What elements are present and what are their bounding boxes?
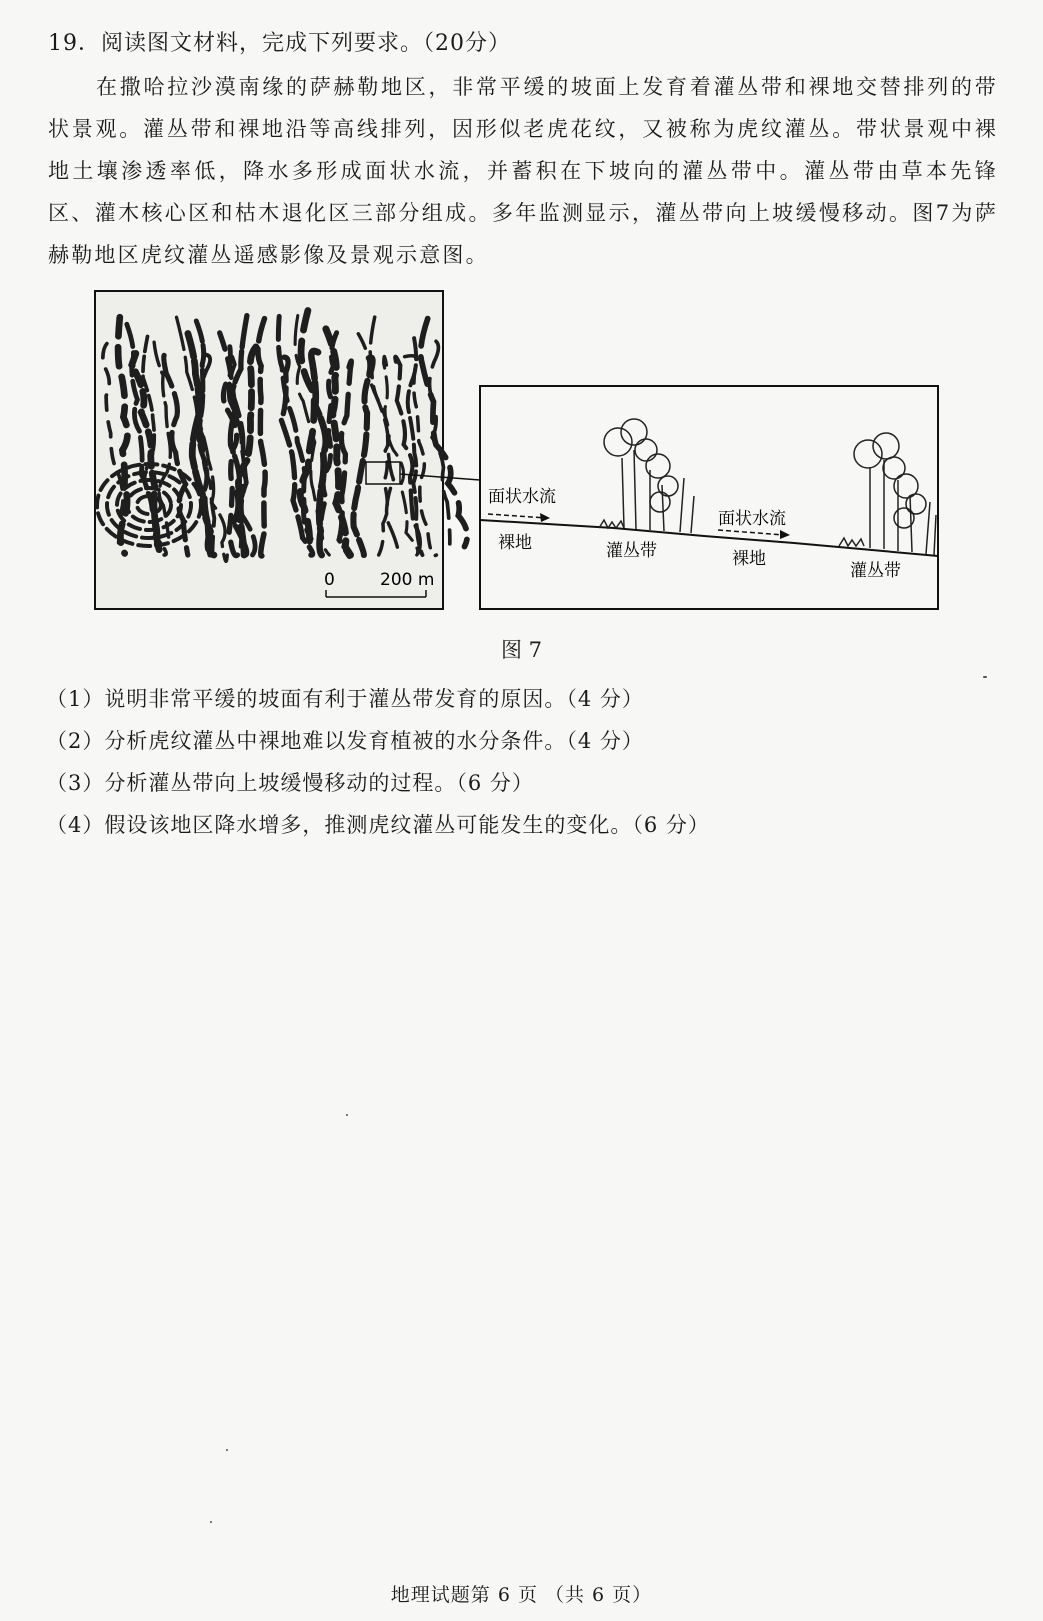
sub-question-4: （4）假设该地区降水增多，推测虎纹灌丛可能发生的变化。（6 分） <box>46 813 710 837</box>
landscape-schematic <box>480 386 938 609</box>
sub-question-2: （2）分析虎纹灌丛中裸地难以发育植被的水分条件。（4 分） <box>46 729 644 753</box>
scan-speck <box>983 676 987 678</box>
label-shrub-1: 灌丛带 <box>606 541 657 561</box>
question-passage: 在撒哈拉沙漠南缘的萨赫勒地区，非常平缓的坡面上发育着灌丛带和裸地交替排列的带状景观。灌丛带和裸地沿等高线排列，因形似老虎花纹，又被称为虎纹灌丛。带状景观中裸地土壤渗透率低，降水多形成面状水流，并蓄积在下坡向的灌丛带中。灌丛带由草本先锋区、灌木核心区和枯木退化区三部分组成。多年监测显示，灌丛带向上坡缓慢移动。图7为萨赫勒地区虎纹灌丛遥感影像及景观示意图。 <box>48 75 998 267</box>
scan-speck <box>346 1114 348 1116</box>
label-bare-2: 裸地 <box>732 549 766 569</box>
scan-speck <box>210 1521 212 1523</box>
sub-question-3: （3）分析灌丛带向上坡缓慢移动的过程。（6 分） <box>46 771 534 795</box>
label-flow-2: 面状水流 <box>718 509 786 529</box>
sub-question-1: （1）说明非常平缓的坡面有利于灌丛带发育的原因。（4 分） <box>46 687 644 711</box>
page-footer: 地理试题第 6 页 （共 6 页） <box>390 1584 653 1606</box>
scale-zero-label: 0 <box>324 570 335 590</box>
figure-caption: 图 7 <box>500 638 543 662</box>
label-flow-1: 面状水流 <box>488 487 556 507</box>
remote-sensing-image <box>95 291 467 609</box>
scan-speck <box>226 1449 228 1451</box>
label-shrub-2: 灌丛带 <box>850 561 901 581</box>
sub-question-list <box>46 678 710 846</box>
label-bare-1: 裸地 <box>498 533 532 553</box>
question-title: 19．阅读图文材料，完成下列要求。（20分） <box>48 31 511 56</box>
scale-distance-label: 200 m <box>380 570 435 590</box>
figure-7 <box>94 290 942 612</box>
